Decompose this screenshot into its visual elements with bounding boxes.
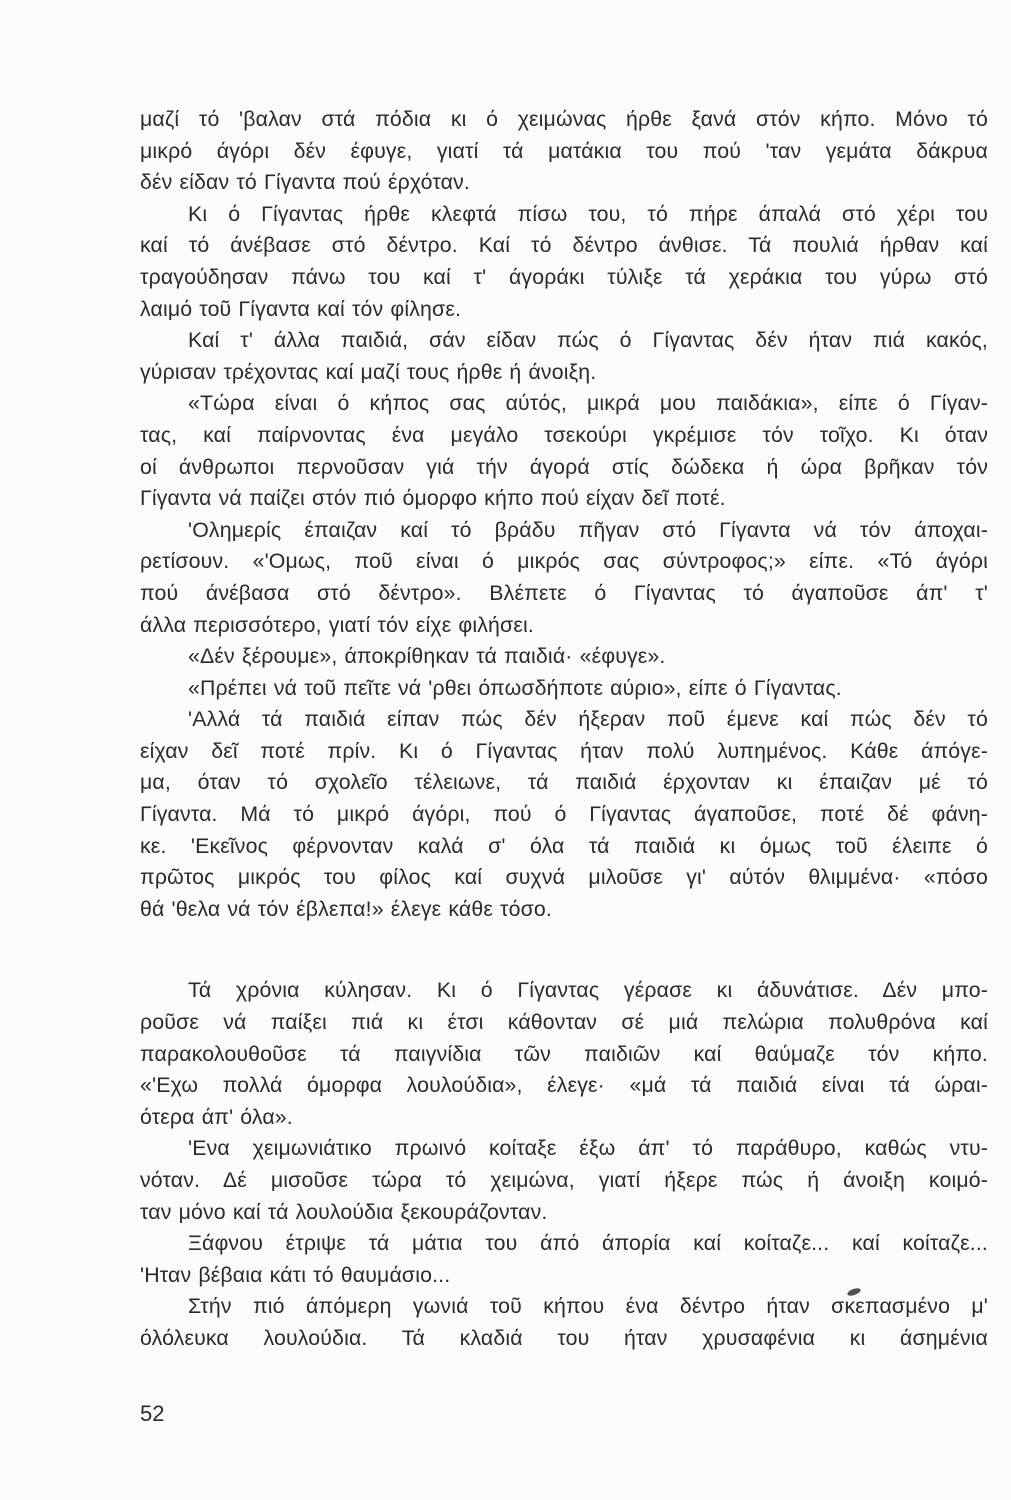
text-line: «Πρέπει νά τοῦ πεῖτε νά 'ρθει όπωσδήποτε αύριο», είπε ό Γίγαντας. (188, 675, 842, 700)
text-line: είχαν δεῖ ποτέ πρίν. Κι ό Γίγαντας ήταν πολύ λυπημένος. Κάθε άπόγε- (140, 738, 988, 763)
text-line: παρακολουθοῦσε τά παιγνίδια τῶν παιδιῶν καί θαύμαζε τόν κήπο. (140, 1041, 988, 1066)
text-line: ροῦσε νά παίξει πιά κι έτσι κάθονταν σέ μιά πελώρια πολυθρόνα καί (140, 1010, 988, 1035)
text-line: Κι ό Γίγαντας ήρθε κλεφτά πίσω του, τό πήρε άπαλά στό χέρι του (188, 201, 988, 226)
text-line: κε. 'Εκεῖνος φέρνονταν καλά σ' όλα τά παιδιά κι όμως τοῦ έλειπε ό (140, 833, 988, 858)
text-line: ρετίσουν. «'Ομως, ποῦ είναι ό μικρός σας σύντροφος;» είπε. «Τό άγόρι (140, 549, 988, 574)
section-gap (140, 925, 988, 975)
text-line: ταν μόνο καί τά λουλούδια ξεκουράζονταν. (140, 1199, 548, 1224)
text-line: άλλα περισσότερο, γιατί τόν είχε φιλήσει. (140, 612, 534, 637)
page-number: 52 (140, 1401, 165, 1426)
text-line: όλόλευκα λουλούδια. Τά κλαδιά του ήταν χρυσαφένια κι άσημένια (140, 1325, 988, 1350)
text-line: μικρό άγόρι δέν έφυγε, γιατί τά ματάκια του πού 'ταν γεμάτα δάκρυα (140, 138, 988, 163)
text-line: θά 'θελα νά τόν έβλεπα!» έλεγε κάθε τόσο. (140, 896, 552, 921)
text-line: πρῶτος μικρός του φίλος καί συχνά μιλοῦσε γι' αύτόν θλιμμένα· «πόσο (140, 865, 988, 890)
text-line: πού άνέβασα στό δέντρο». Βλέπετε ό Γίγαντας τό άγαποῦσε άπ' τ' (140, 580, 988, 605)
text-line: 'Αλλά τά παιδιά είπαν πώς δέν ήξεραν ποῦ έμενε καί πώς δέν τό (188, 707, 988, 732)
text-line: τας, καί παίρνοντας ένα μεγάλο τσεκούρι γκρέμισε τόν τοῖχο. Κι όταν (140, 422, 988, 447)
text-line: «Δέν ξέρουμε», άποκρίθηκαν τά παιδιά· «έφυγε». (188, 644, 666, 669)
text-line: «Τώρα είναι ό κήπος σας αύτός, μικρά μου παιδάκια», είπε ό Γίγαν- (188, 391, 988, 416)
text-line: «'Εχω πολλά όμορφα λουλούδια», έλεγε· «μά τά παιδιά είναι τά ώραι- (140, 1073, 988, 1098)
text-line: οί άνθρωποι περνοῦσαν γιά τήν άγορά στίς δώδεκα ή ώρα βρῆκαν τόν (140, 454, 988, 479)
page-text (140, 104, 988, 1355)
text-line: Ξάφνου έτριψε τά μάτια του άπό άπορία καί κοίταζε... καί κοίταζε... (188, 1231, 988, 1256)
text-line: 'Ολημερίς έπαιζαν καί τό βράδυ πῆγαν στό Γίγαντα νά τόν άποχαι- (188, 517, 988, 542)
text-line: 'Ενα χειμωνιάτικο πρωινό κοίταξε έξω άπ' τό παράθυρο, καθώς ντυ- (188, 1136, 988, 1161)
text-line: μα, όταν τό σχολεῖο τέλειωνε, τά παιδιά έρχονταν κι έπαιζαν μέ τό (140, 770, 988, 795)
text-line: Γίγαντα. Μά τό μικρό άγόρι, πού ό Γίγαντας άγαποῦσε, ποτέ δέ φάνη- (140, 802, 988, 827)
text-line: Στήν πιό άπόμερη γωνιά τοῦ κήπου ένα δέντρο ήταν σκεπασμένο μ' (188, 1294, 988, 1319)
text-line: νόταν. Δέ μισοῦσε τώρα τό χειμώνα, γιατί ήξερε πώς ή άνοιξη κοιμό- (140, 1168, 988, 1192)
text-line: τραγούδησαν πάνω του καί τ' άγοράκι τύλιξε τά χεράκια του γύρω στό (140, 264, 988, 289)
text-line: μαζί τό 'βαλαν στά πόδια κι ό χειμώνας ήρθε ξανά στόν κήπο. Μόνο τό (140, 107, 988, 131)
text-line: ότερα άπ' όλα». (140, 1104, 293, 1129)
text-line: Τά χρόνια κύλησαν. Κι ό Γίγαντας γέρασε κι άδυνάτισε. Δέν μπο- (188, 978, 988, 1003)
text-line: Καί τ' άλλα παιδιά, σάν είδαν πώς ό Γίγαντας δέν ήταν πιά κακός, (188, 328, 988, 353)
text-line: λαιμό τοῦ Γίγαντα καί τόν φίλησε. (140, 296, 462, 321)
text-line: Γίγαντα νά παίζει στόν πιό όμορφο κήπο πού είχαν δεῖ ποτέ. (140, 486, 726, 511)
text-line: γύρισαν τρέχοντας καί μαζί τους ήρθε ή άνοιξη. (140, 359, 597, 384)
text-line: δέν είδαν τό Γίγαντα πού έρχόταν. (140, 170, 470, 195)
text-line: καί τό άνέβασε στό δέντρο. Καί τό δέντρο άνθισε. Τά πουλιά ήρθαν καί (140, 233, 988, 258)
text-line: 'Ηταν βέβαια κάτι τό θαυμάσιο... (140, 1262, 451, 1287)
